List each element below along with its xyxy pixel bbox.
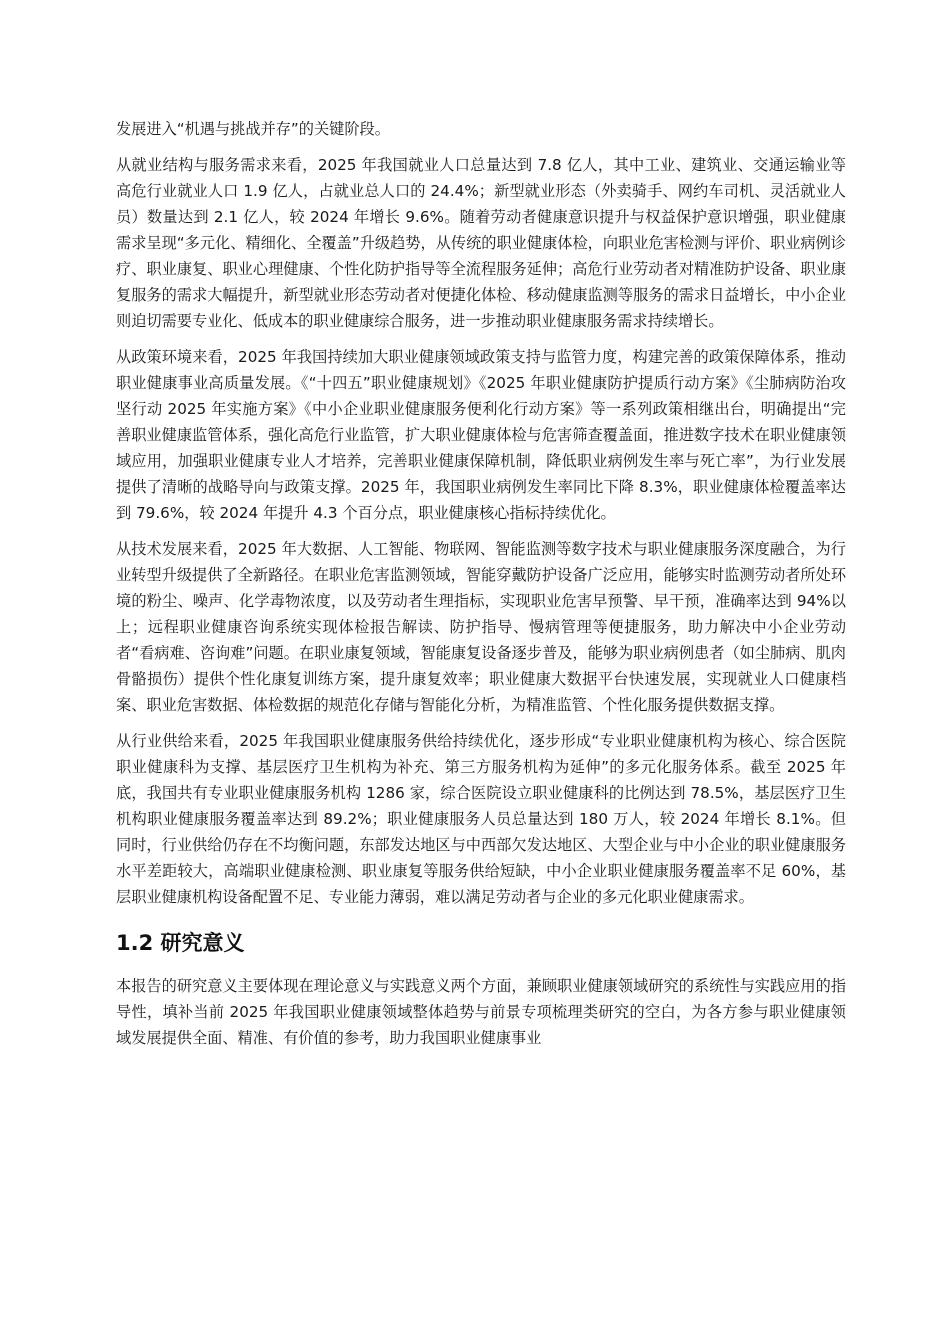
paragraph-research-significance: 本报告的研究意义主要体现在理论意义与实践意义两个方面，兼顾职业健康领域研究的系统性与实践应用的指导性，填补当前 2025 年我国职业健康领域整体趋势与前景专项梳理类研究的空白，为各方参与职业健康领域发展提供全面、精准、有价值的参考，助力我国职业健康事业 <box>116 977 846 1047</box>
paragraph-technology-development: 从技术发展来看，2025 年大数据、人工智能、物联网、智能监测等数字技术与职业健康服务深度融合，为行业转型升级提供了全新路径。在职业危害监测领域，智能穿戴防护设备广泛应用，能够实时监测劳动者所处环境的粉尘、噪声、化学毒物浓度，以及劳动者生理指标，实现职业危害早预警、早干预，准确率达到 94%以上；远程职业健康咨询系统实现体检报告解读、防护指导、慢病管理等便捷服务，助力解决中小企业劳动者“看病难、咨询难”问题。在职业康复领域，智能康复设备逐步普及，能够为职业病例患者（如尘肺病、肌肉骨骼损伤）提供个性化康复训练方案，提升康复效率；职业健康大数据平台快速发展，实现就业人口健康档案、职业危害数据、体检数据的规范化存储与智能化分析，为精准监管、个性化服务提供数据支撑。 <box>116 540 846 714</box>
paragraph-development-stage: 发展进入“机遇与挑战并存”的关键阶段。 <box>116 120 390 138</box>
paragraph-employment-structure: 从就业结构与服务需求来看，2025 年我国就业人口总量达到 7.8 亿人，其中工业、建筑业、交通运输业等高危行业就业人口 1.9 亿人，占就业总人口的 24.4%；新型就业形态（外卖骑手、网约车司机、灵活就业人员）数量达到 2.1 亿人，较 2024 年增长 9.6%。随着劳动者健康意识提升与权益保护意识增强，职业健康需求呈现“多元化、精细化、全覆盖”升级趋势，从传统的职业健康体检，向职业危害检测与评价、职业病例诊疗、职业康复、职业心理健康、个性化防护指导等全流程服务延伸；高危行业劳动者对精准防护设备、职业康复服务的需求大幅提升，新型就业形态劳动者对便捷化体检、移动健康监测等服务的需求日益增长，中小企业则迫切需要专业化、低成本的职业健康综合服务，进一步推动职业健康服务需求持续增长。 <box>116 156 846 330</box>
paragraph-policy-environment: 从政策环境来看，2025 年我国持续加大职业健康领域政策支持与监管力度，构建完善的政策保障体系，推动职业健康事业高质量发展。《“十四五”职业健康规划》《2025 年职业健康防护提质行动方案》《尘肺病防治攻坚行动 2025 年实施方案》《中小企业职业健康服务便利化行动方案》等一系列政策相继出台，明确提出“完善职业健康监管体系，强化高危行业监管，扩大职业健康体检与危害筛查覆盖面，推进数字技术在职业健康领域应用，加强职业健康专业人才培养，完善职业健康保障机制，降低职业病例发生率与死亡率”，为行业发展提供了清晰的战略导向与政策支撑。2025 年，我国职业病例发生率同比下降 8.3%，职业健康体检覆盖率达到 79.6%，较 2024 年提升 4.3 个百分点，职业健康核心指标持续优化。 <box>116 348 846 522</box>
section-heading: 1.2 研究意义 <box>116 931 245 955</box>
paragraph-industry-supply: 从行业供给来看，2025 年我国职业健康服务供给持续优化，逐步形成“专业职业健康机构为核心、综合医院职业健康科为支撑、基层医疗卫生机构为补充、第三方服务机构为延伸”的多元化服务体系。截至 2025 年底，我国共有专业职业健康服务机构 1286 家，综合医院设立职业健康科的比例达到 78.5%，基层医疗卫生机构职业健康服务覆盖率达到 89.2%；职业健康服务人员总量达到 180 万人，较 2024 年增长 8.1%。但同时，行业供给仍存在不均衡问题，东部发达地区与中西部欠发达地区、大型企业与中小企业的职业健康服务水平差距较大，高端职业健康检测、职业康复等服务供给短缺，中小企业职业健康服务覆盖率不足 60%，基层职业健康机构设备配置不足、专业能力薄弱，难以满足劳动者与企业的多元化职业健康需求。 <box>116 732 846 906</box>
